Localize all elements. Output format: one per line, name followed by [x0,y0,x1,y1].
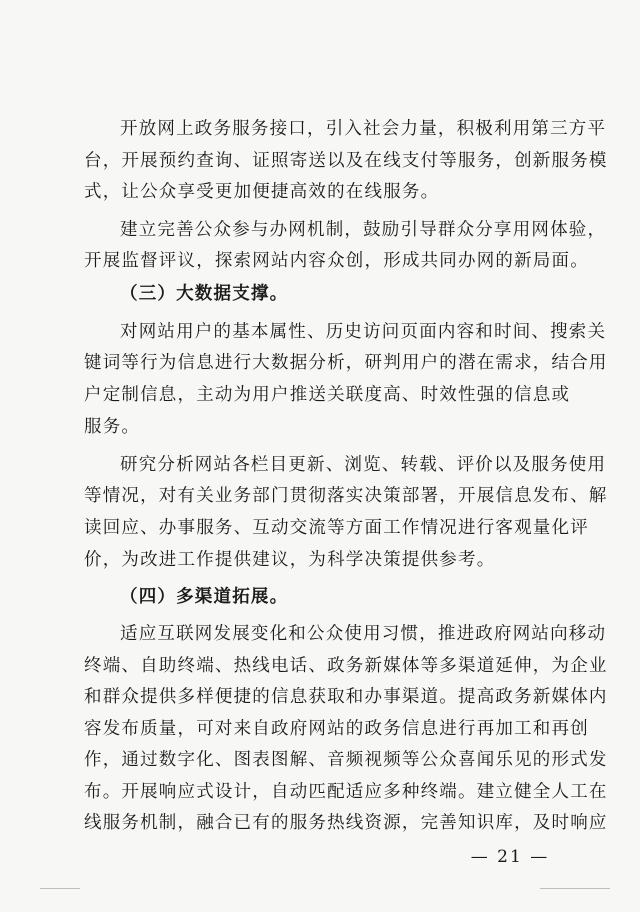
scan-rule [540,888,610,889]
text-line: 服务。 [84,417,141,437]
text-line: 容发布质量，可对来自政府网站的政务信息进行再加工和再创 [84,719,589,739]
text-line: 研究分析网站各栏目更新、浏览、转载、评价以及服务使用 [120,455,607,475]
text-line: 适应互联网发展变化和公众使用习惯，推进政府网站向移动 [120,624,607,644]
text-line: 对网站用户的基本属性、历史访问页面内容和时间、搜索关 [120,322,607,342]
text-line: 布。开展响应式设计，自动匹配适应多种终端。建立健全人工在 [84,782,608,802]
section-heading: （三）大数据支撑。 [120,284,289,304]
text-line: 作，通过数字化、图表图解、音频视频等公众喜闻乐见的形式发 [84,750,608,770]
text-line: 价，为改进工作提供建议，为科学决策提供参考。 [84,550,496,570]
text-line: 和群众提供多样便捷的信息获取和办事渠道。提高政务新媒体内 [84,687,608,707]
text-line: 读回应、办事服务、互动交流等方面工作情况进行客观量化评 [84,518,589,538]
scan-rule [40,888,80,889]
text-line: 终端、自助终端、热线电话、政务新媒体等多渠道延伸，为企业 [84,656,608,676]
section-heading: （四）多渠道拓展。 [120,587,289,607]
page-number: — 21 — [470,847,550,867]
text-line: 式，让公众享受更加便捷高效的在线服务。 [84,182,440,202]
text-line: 台，开展预约查询、证照寄送以及在线支付等服务，创新服务模 [84,151,608,171]
text-line: 建立完善公众参与办网机制，鼓励引导群众分享用网体验， [120,220,607,240]
text-line: 户定制信息，主动为用户推送关联度高、时效性强的信息或 [84,385,571,405]
text-line: 等情况，对有关业务部门贯彻落实决策部署，开展信息发布、解 [84,486,608,506]
text-line: 键词等行为信息进行大数据分析，研判用户的潜在需求，结合用 [84,353,608,373]
text-line: 开展监督评议，探索网站内容众创，形成共同办网的新局面。 [84,251,589,271]
text-line: 线服务机制，融合已有的服务热线资源，完善知识库，及时响应 [84,813,608,833]
text-line: 开放网上政务服务接口，引入社会力量，积极利用第三方平 [120,119,607,139]
